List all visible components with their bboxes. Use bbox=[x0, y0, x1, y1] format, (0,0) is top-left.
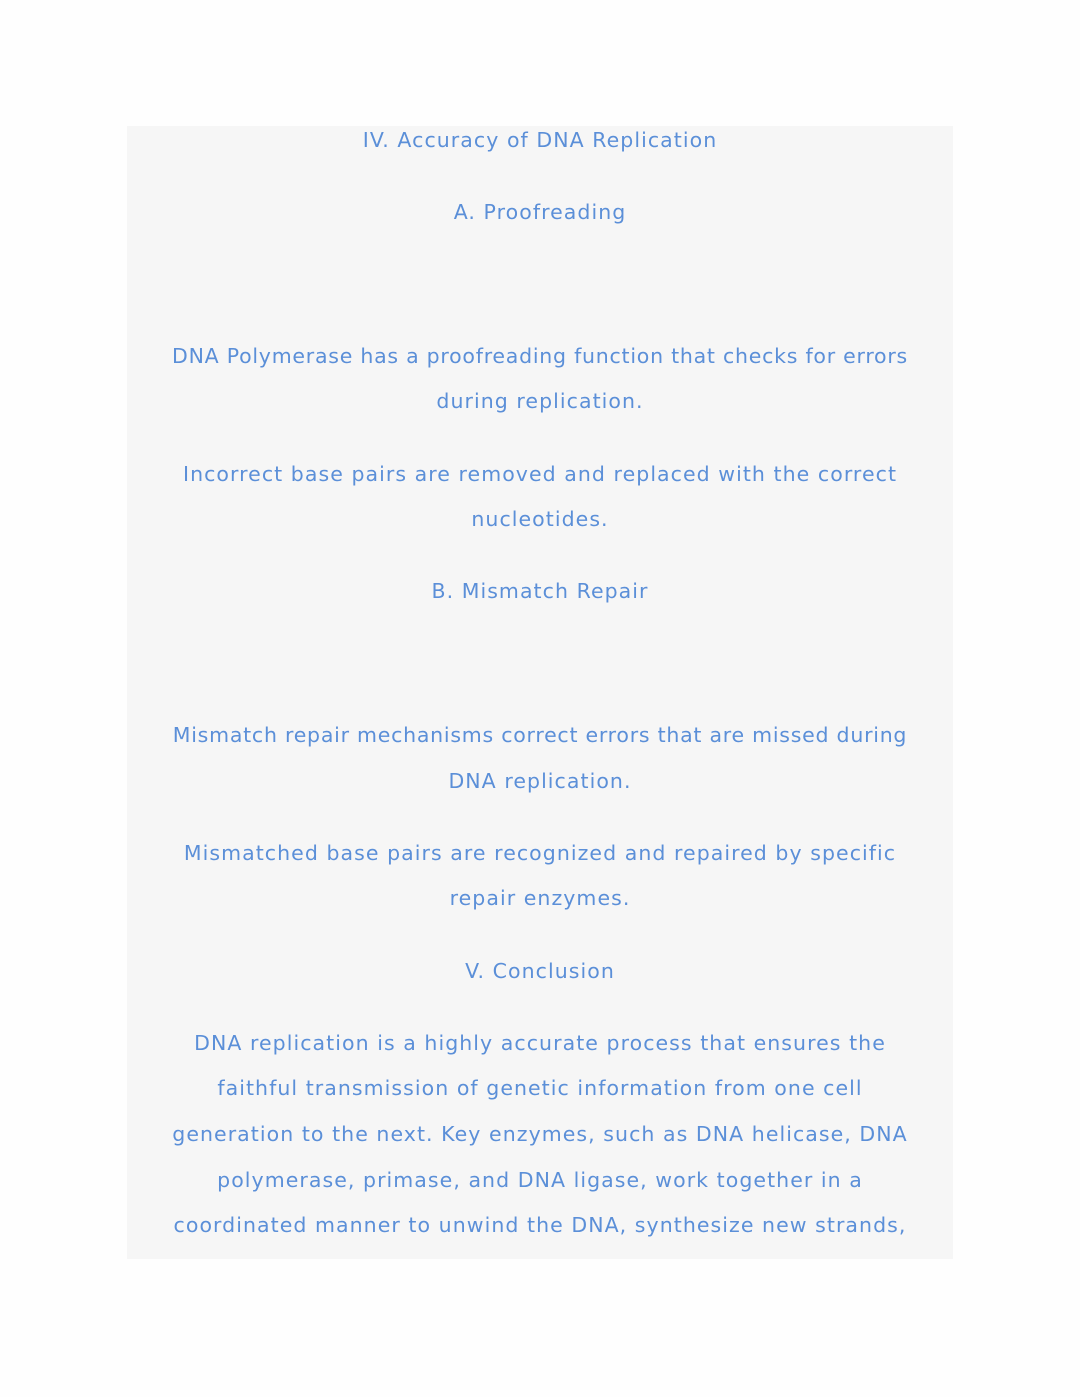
conclusion-line-3: generation to the next. Key enzymes, such as DNA helicase, DNA bbox=[172, 1122, 908, 1146]
conclusion-line-5: coordinated manner to unwind the DNA, synthesize new strands, bbox=[173, 1213, 907, 1237]
content-block bbox=[127, 126, 953, 1259]
conclusion-line-1: DNA replication is a highly accurate process that ensures the bbox=[194, 1031, 886, 1055]
mismatch-paragraph-2-line-2: repair enzymes. bbox=[449, 886, 631, 910]
conclusion-line-2: faithful transmission of genetic information from one cell bbox=[217, 1076, 863, 1100]
proofreading-paragraph-2-line-2: nucleotides. bbox=[471, 507, 609, 531]
mismatch-paragraph-1-line-1: Mismatch repair mechanisms correct errors that are missed during bbox=[172, 723, 908, 747]
mismatch-paragraph-1-line-2: DNA replication. bbox=[448, 769, 632, 793]
mismatch-paragraph-2-line-1: Mismatched base pairs are recognized and repaired by specific bbox=[183, 841, 897, 865]
conclusion-line-4: polymerase, primase, and DNA ligase, work together in a bbox=[217, 1168, 863, 1192]
subsection-heading-mismatch-repair: B. Mismatch Repair bbox=[431, 579, 649, 603]
proofreading-paragraph-1-line-2: during replication. bbox=[436, 389, 644, 413]
section-heading-accuracy: IV. Accuracy of DNA Replication bbox=[362, 128, 718, 152]
section-heading-conclusion: V. Conclusion bbox=[465, 959, 615, 983]
proofreading-paragraph-1-line-1: DNA Polymerase has a proofreading function that checks for errors bbox=[172, 344, 908, 368]
subsection-heading-proofreading: A. Proofreading bbox=[453, 200, 627, 224]
proofreading-paragraph-2-line-1: Incorrect base pairs are removed and replaced with the correct bbox=[182, 462, 898, 486]
